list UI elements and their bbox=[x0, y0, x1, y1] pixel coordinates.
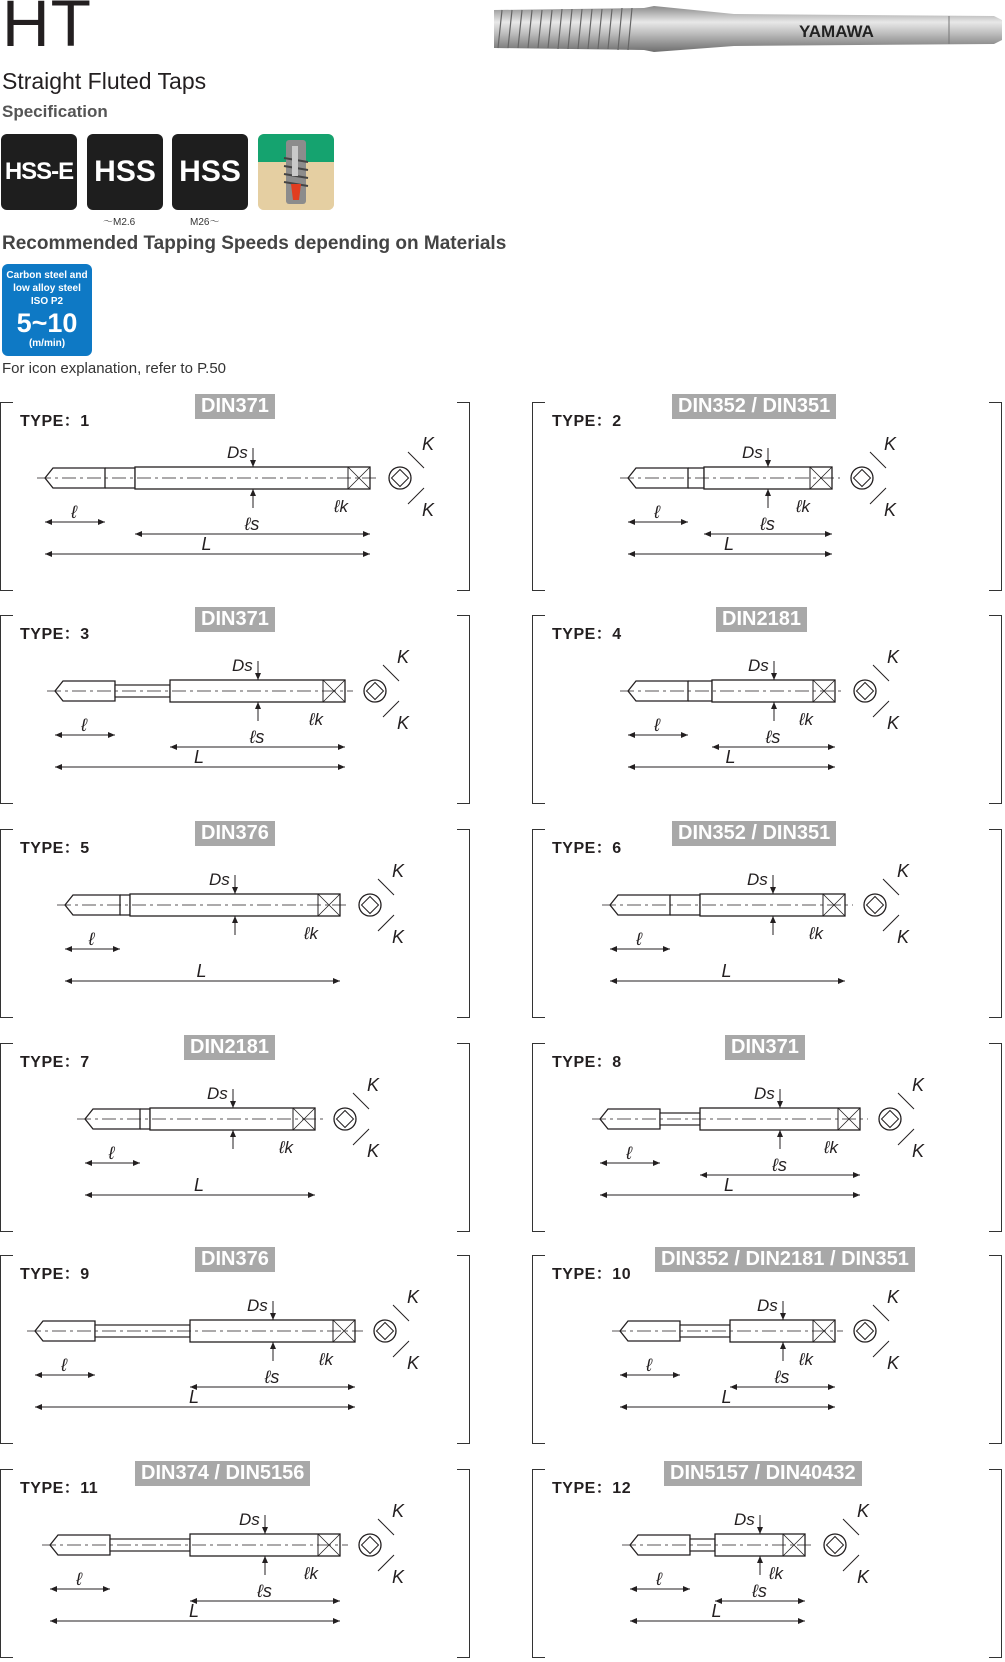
thread-length-label: ℓ bbox=[108, 1143, 115, 1163]
k-label-top: K bbox=[422, 434, 435, 454]
overall-length-label: L bbox=[194, 1175, 205, 1195]
k-label-bottom: K bbox=[912, 1141, 925, 1161]
speed-value: 5~10 bbox=[16, 308, 78, 338]
type-label: TYPE：11 bbox=[20, 1480, 99, 1497]
k-label-top: K bbox=[884, 434, 897, 454]
type-panel-2 bbox=[532, 395, 1002, 593]
tap-drawing bbox=[0, 422, 470, 592]
hss-small-note: ～M2.6 bbox=[103, 217, 136, 228]
k-label-bottom: K bbox=[884, 500, 897, 520]
overall-length-label: L bbox=[725, 747, 736, 767]
hss-large-material-icon: HSS bbox=[172, 134, 248, 210]
thread-length-label: ℓ bbox=[636, 929, 642, 949]
ds-label: Ds bbox=[734, 1510, 755, 1529]
thread-length-label: ℓ bbox=[656, 1569, 662, 1589]
tapping-speed-badge bbox=[2, 264, 92, 356]
type-label: TYPE：5 bbox=[20, 840, 90, 857]
k-label-top: K bbox=[857, 1501, 870, 1521]
end-view bbox=[854, 1305, 889, 1357]
type-panel-10 bbox=[532, 1248, 1002, 1446]
overall-length-label: L bbox=[721, 961, 732, 981]
square-length-label: ℓk bbox=[319, 1350, 333, 1369]
end-view bbox=[364, 665, 399, 717]
ds-label: Ds bbox=[227, 443, 248, 462]
k-label-bottom: K bbox=[897, 927, 910, 947]
din-standard-badge: DIN352 / DIN351 bbox=[672, 821, 836, 846]
page-subtitle: Straight Fluted Taps bbox=[2, 68, 207, 94]
material-line-1: Carbon steel and bbox=[6, 270, 88, 281]
square-length-label: ℓk bbox=[799, 1350, 813, 1369]
k-label-top: K bbox=[367, 1075, 380, 1095]
ds-label: Ds bbox=[747, 870, 768, 889]
overall-length-label: L bbox=[194, 747, 205, 767]
type-label: TYPE：3 bbox=[20, 626, 90, 643]
shank-length-label: ℓs bbox=[765, 727, 781, 747]
type-label: TYPE：7 bbox=[20, 1054, 90, 1071]
ds-label: Ds bbox=[207, 1084, 228, 1103]
square-length-label: ℓk bbox=[769, 1564, 783, 1583]
overall-length-label: L bbox=[189, 1601, 200, 1621]
din-standard-badge: DIN371 bbox=[195, 394, 275, 419]
brand-text: YAMAWA bbox=[799, 22, 874, 41]
ds-label: Ds bbox=[232, 656, 253, 675]
tap-drawing bbox=[532, 1489, 1002, 1659]
din-standard-badge: DIN2181 bbox=[716, 607, 807, 632]
square-length-label: ℓk bbox=[824, 1138, 838, 1157]
square-length-label: ℓk bbox=[799, 710, 813, 729]
type-panel-11 bbox=[0, 1462, 470, 1660]
end-view bbox=[374, 1305, 409, 1357]
type-label: TYPE：1 bbox=[20, 413, 90, 430]
end-view bbox=[854, 665, 889, 717]
k-label-bottom: K bbox=[367, 1141, 380, 1161]
type-label: TYPE：8 bbox=[552, 1054, 622, 1071]
shank-length-label: ℓs bbox=[249, 727, 265, 747]
overall-length-label: L bbox=[724, 534, 735, 554]
tap-drawing bbox=[532, 635, 1002, 805]
type-panel-4 bbox=[532, 608, 1002, 806]
square-length-label: ℓk bbox=[809, 924, 823, 943]
tap-drawing bbox=[0, 635, 470, 805]
k-label-top: K bbox=[392, 861, 405, 881]
tap-drawing bbox=[0, 1275, 470, 1445]
square-length-label: ℓk bbox=[304, 1564, 318, 1583]
speed-unit: (m/min) bbox=[28, 338, 66, 349]
thread-length-label: ℓ bbox=[81, 715, 87, 735]
type-panel-12 bbox=[532, 1462, 1002, 1660]
thread-length-label: ℓ bbox=[626, 1143, 632, 1163]
tap-drawing bbox=[0, 1489, 470, 1659]
din-standard-badge: DIN5157 / DIN40432 bbox=[664, 1461, 862, 1486]
thread-length-label: ℓ bbox=[646, 1355, 652, 1375]
ds-label: Ds bbox=[748, 656, 769, 675]
ds-label: Ds bbox=[757, 1296, 778, 1315]
overall-length-label: L bbox=[201, 534, 212, 554]
iso-code: ISO P2 bbox=[30, 296, 64, 307]
square-length-label: ℓk bbox=[279, 1138, 293, 1157]
recommended-speeds-heading: Recommended Tapping Speeds depending on Materials bbox=[2, 233, 507, 254]
end-view bbox=[359, 879, 394, 931]
k-label-top: K bbox=[897, 861, 910, 881]
coating-tap-icon bbox=[258, 134, 334, 210]
k-label-bottom: K bbox=[397, 713, 410, 733]
type-label: TYPE：6 bbox=[552, 840, 622, 857]
tap-tool-image bbox=[494, 4, 1005, 54]
tap-drawing bbox=[532, 849, 1002, 1019]
shank-length-label: ℓs bbox=[244, 514, 260, 534]
type-label: TYPE：12 bbox=[552, 1480, 632, 1497]
thread-length-label: ℓ bbox=[71, 502, 77, 522]
overall-length-label: L bbox=[189, 1387, 200, 1407]
type-panel-7 bbox=[0, 1036, 470, 1234]
thread-length-label: ℓ bbox=[61, 1355, 67, 1375]
type-panel-3 bbox=[0, 608, 470, 806]
overall-length-label: L bbox=[196, 961, 207, 981]
type-label: TYPE：9 bbox=[20, 1266, 90, 1283]
shank-length-label: ℓs bbox=[257, 1581, 272, 1601]
overall-length-label: L bbox=[724, 1175, 735, 1195]
k-label-bottom: K bbox=[887, 1353, 900, 1373]
type-panel-9 bbox=[0, 1248, 470, 1446]
material-line-2: low alloy steel bbox=[13, 283, 81, 294]
din-standard-badge: DIN352 / DIN2181 / DIN351 bbox=[655, 1247, 915, 1272]
icon-reference-note: For icon explanation, refer to P.50 bbox=[2, 360, 227, 377]
overall-length-label: L bbox=[721, 1387, 732, 1407]
tap-outline bbox=[620, 1320, 835, 1342]
thread-length-label: ℓ bbox=[654, 715, 660, 735]
tap-drawing bbox=[0, 849, 470, 1019]
tap-drawing bbox=[532, 1275, 1002, 1445]
k-label-bottom: K bbox=[857, 1567, 870, 1587]
ds-label: Ds bbox=[239, 1510, 260, 1529]
shank-length-label: ℓs bbox=[772, 1155, 787, 1175]
k-label-bottom: K bbox=[887, 713, 900, 733]
type-panel-6 bbox=[532, 822, 1002, 1020]
square-length-label: ℓk bbox=[304, 924, 318, 943]
din-standard-badge: DIN376 bbox=[195, 1247, 275, 1272]
end-view bbox=[824, 1519, 859, 1571]
square-length-label: ℓk bbox=[334, 497, 348, 516]
tap-drawing bbox=[532, 1063, 1002, 1233]
type-label: TYPE：4 bbox=[552, 626, 622, 643]
shank-length-label: ℓs bbox=[760, 514, 775, 534]
din-standard-badge: DIN376 bbox=[195, 821, 275, 846]
thread-length-label: ℓ bbox=[76, 1569, 82, 1589]
din-standard-badge: DIN374 / DIN5156 bbox=[135, 1461, 310, 1486]
shank-length-label: ℓs bbox=[774, 1367, 790, 1387]
type-panel-1 bbox=[0, 395, 470, 593]
k-label-top: K bbox=[887, 1287, 900, 1307]
ds-label: Ds bbox=[247, 1296, 268, 1315]
square-length-label: ℓk bbox=[309, 710, 323, 729]
k-label-bottom: K bbox=[422, 500, 435, 520]
overall-length-label: L bbox=[711, 1601, 722, 1621]
end-view bbox=[864, 879, 899, 931]
hsse-material-icon: HSS-E bbox=[1, 134, 77, 210]
type-label: TYPE：10 bbox=[552, 1266, 632, 1283]
end-view bbox=[334, 1093, 369, 1145]
type-panel-5 bbox=[0, 822, 470, 1020]
hss-material-icon: HSS bbox=[87, 134, 163, 210]
spec-heading: Specification bbox=[2, 102, 108, 121]
ds-label: Ds bbox=[209, 870, 230, 889]
ds-label: Ds bbox=[742, 443, 763, 462]
end-view bbox=[851, 452, 886, 504]
k-label-bottom: K bbox=[392, 1567, 405, 1587]
tap-drawing bbox=[532, 422, 1002, 592]
din-standard-badge: DIN371 bbox=[195, 607, 275, 632]
k-label-bottom: K bbox=[407, 1353, 420, 1373]
k-label-top: K bbox=[392, 1501, 405, 1521]
din-standard-badge: DIN352 / DIN351 bbox=[672, 394, 836, 419]
square-length-label: ℓk bbox=[796, 497, 810, 516]
page-title: HT bbox=[2, 0, 92, 60]
din-standard-badge: DIN2181 bbox=[184, 1035, 275, 1060]
thread-length-label: ℓ bbox=[88, 929, 95, 949]
type-panel-8 bbox=[532, 1036, 1002, 1234]
shank-length-label: ℓs bbox=[752, 1581, 767, 1601]
k-label-top: K bbox=[397, 647, 410, 667]
shank-length-label: ℓs bbox=[264, 1367, 280, 1387]
end-view bbox=[359, 1519, 394, 1571]
type-label: TYPE：2 bbox=[552, 413, 622, 430]
end-view bbox=[389, 452, 424, 504]
k-label-top: K bbox=[887, 647, 900, 667]
k-label-top: K bbox=[407, 1287, 420, 1307]
thread-length-label: ℓ bbox=[654, 502, 660, 522]
hss-large-note: M26～ bbox=[190, 217, 220, 228]
k-label-top: K bbox=[912, 1075, 925, 1095]
end-view bbox=[879, 1093, 914, 1145]
ds-label: Ds bbox=[754, 1084, 775, 1103]
k-label-bottom: K bbox=[392, 927, 405, 947]
tap-drawing bbox=[0, 1063, 470, 1233]
din-standard-badge: DIN371 bbox=[725, 1035, 805, 1060]
